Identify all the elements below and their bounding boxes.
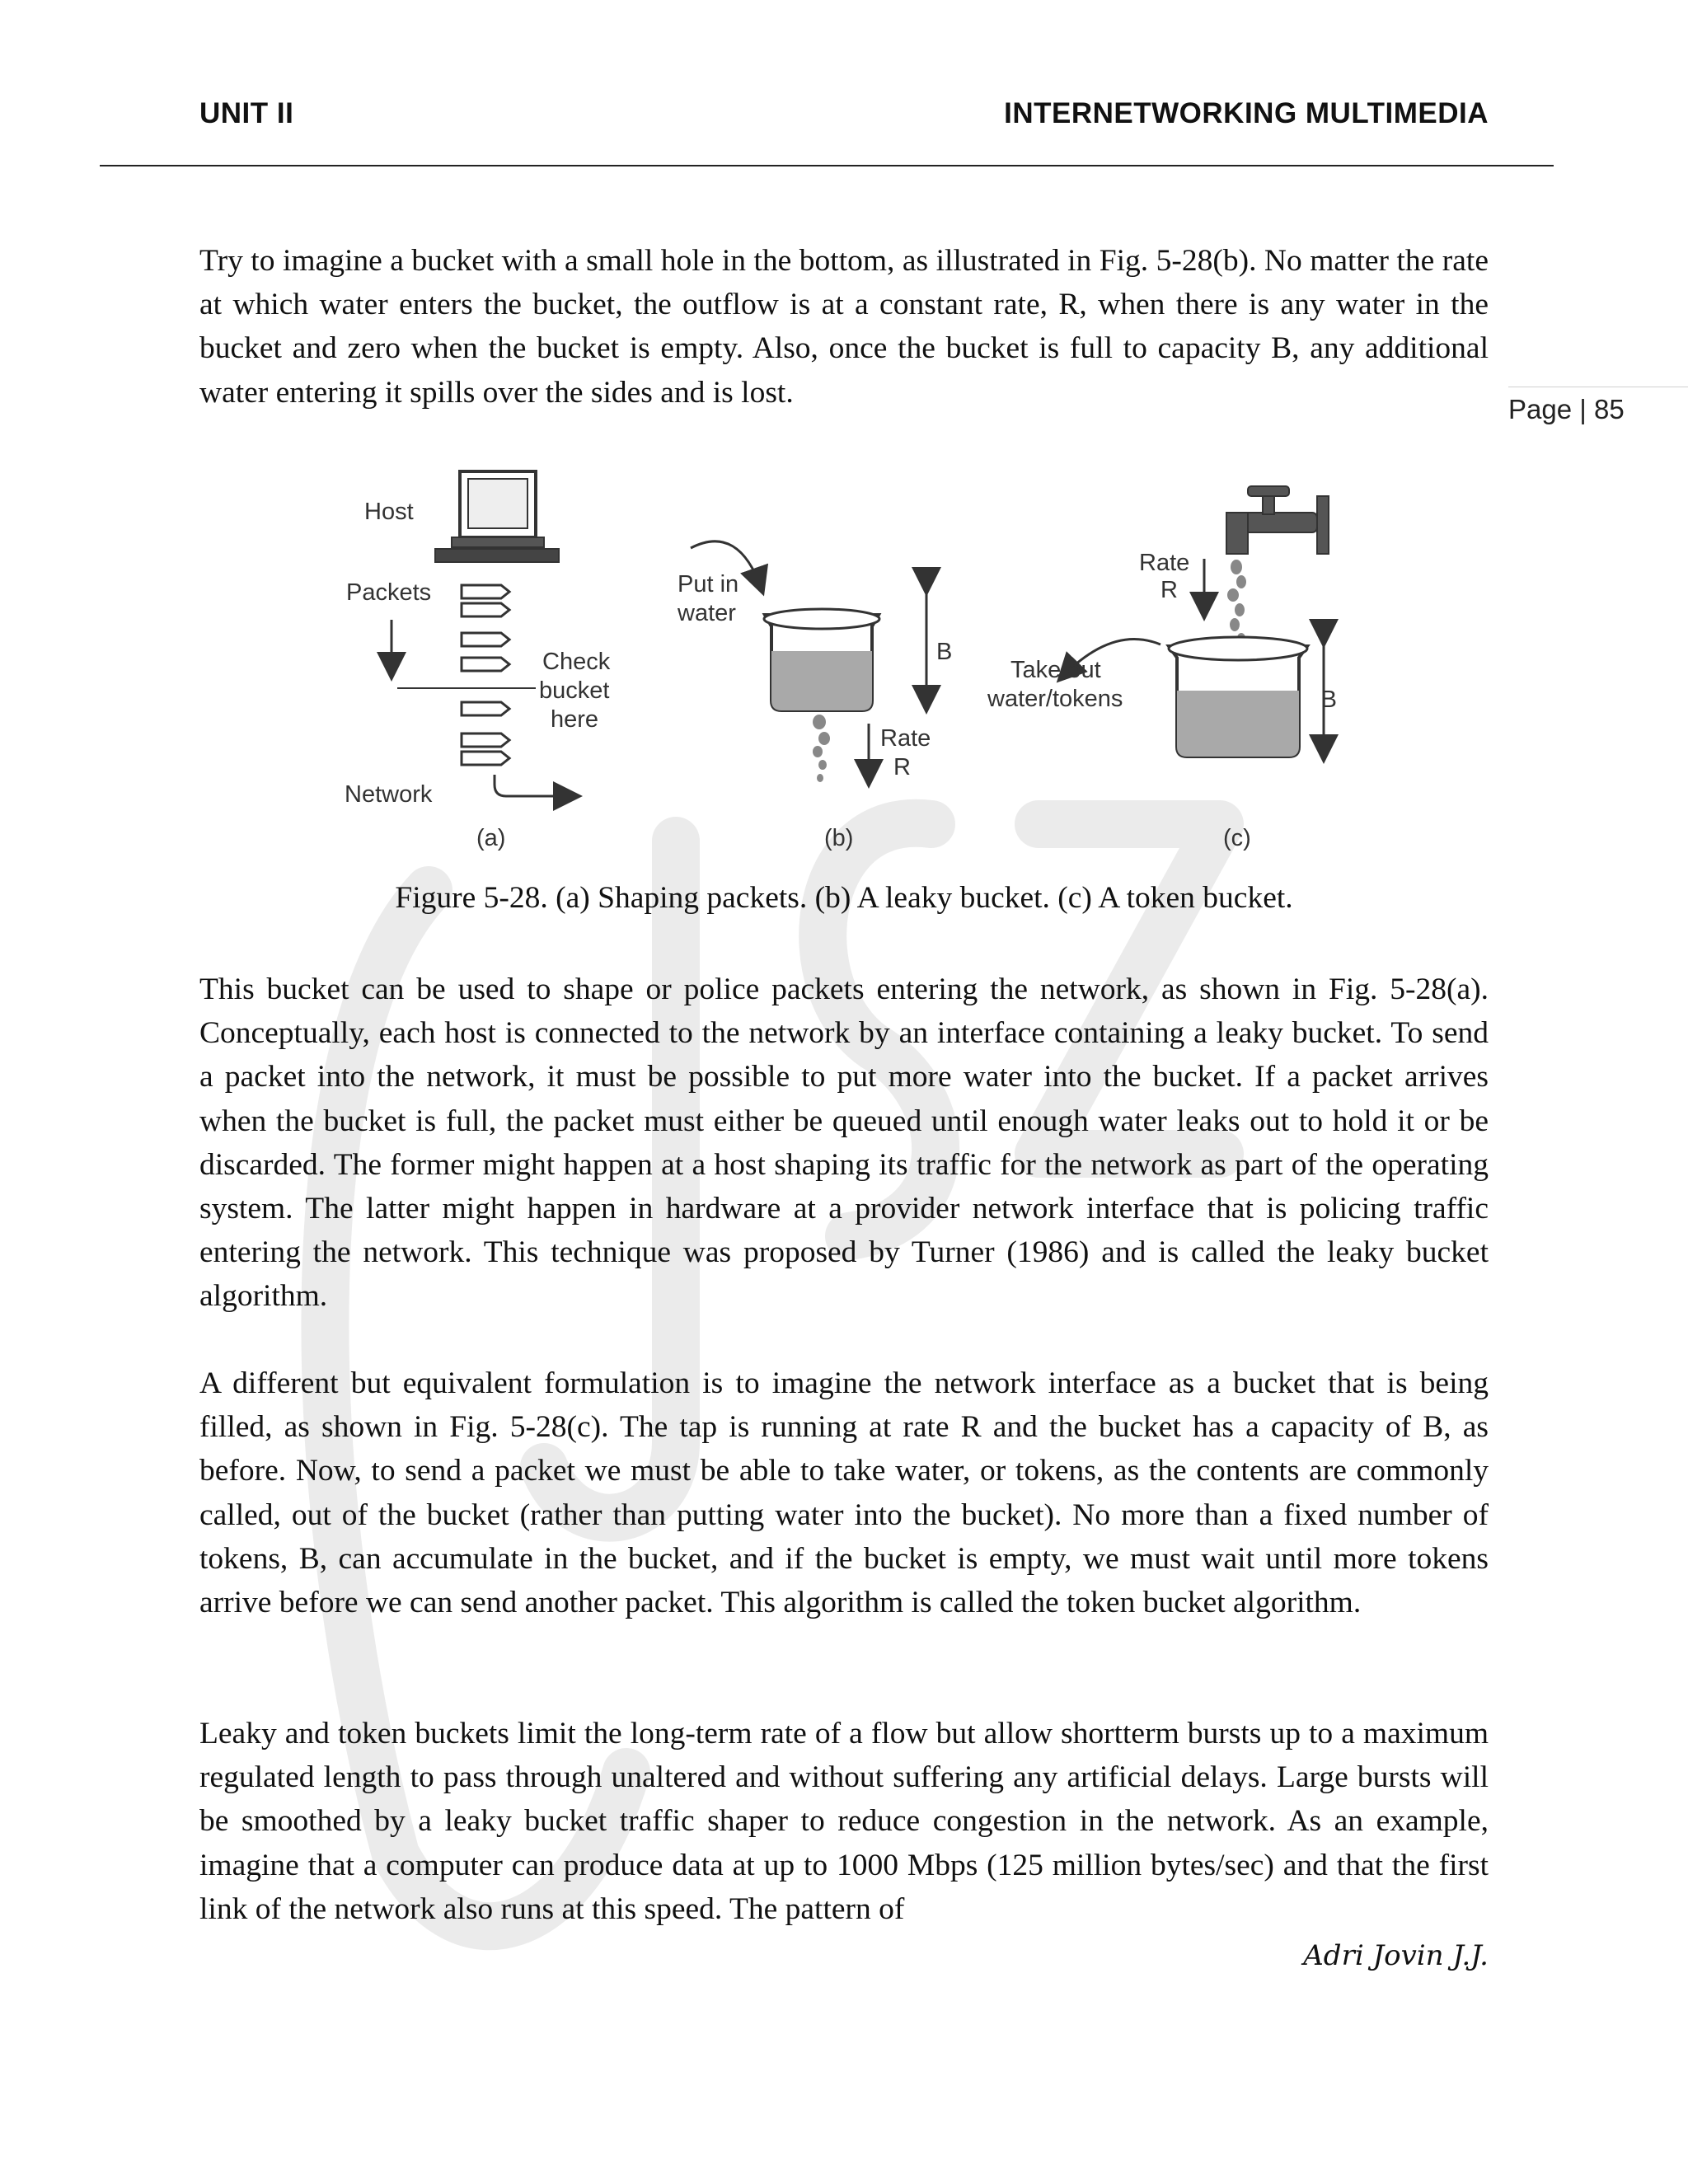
figure-panel-c	[987, 486, 1337, 851]
token-bucket-icon	[1169, 637, 1307, 757]
take-out-label: Take out	[1010, 657, 1101, 683]
put-in-label: Put in	[678, 571, 739, 598]
paragraph-2: This bucket can be used to shape or police packets entering the network, as shown in Fig. 5-28(a). Conceptually, each host is connected to the network by an interface containing a leaky bucket. To send a packet into the network, it must be possible to put more water into the bucket. If a packet arrives when the bucket is full, the packet must either be queued until enough water leaks out to hold it or be discarded. The former might happen at a host shaping its traffic for the network as part of the operating system. The latter might happen in hardware at a provider network interface that is policing traffic entering the network. This technique was proposed by Turner (1986) and is called the leaky bucket algorithm.	[199, 972, 1489, 1314]
water-label: water	[678, 600, 736, 626]
check-label-1: Check	[542, 649, 611, 675]
subject-heading: INTERNETWORKING MULTIMEDIA	[1004, 97, 1489, 129]
packet-icon	[462, 733, 509, 747]
rate-r-label-b: R	[893, 754, 911, 780]
packets-label: Packets	[346, 579, 432, 606]
panel-a-label: (a)	[476, 825, 506, 851]
tap-water-stream-icon	[1227, 560, 1246, 643]
host-label: Host	[364, 499, 414, 525]
page-number: Page | 85	[1508, 394, 1625, 424]
unit-heading: UNIT II	[199, 97, 294, 129]
paragraph-1: Try to imagine a bucket with a small hole in the bottom, as illustrated in Fig. 5-28(b). No matter the rate at which water enters the bucket, the outflow is at a constant rate, R, when there is any water in the bucket and zero when the bucket is empty. Also, once the bucket is full to capacity B, any additional water entering it spills over the sides and is lost.	[199, 244, 1489, 410]
paragraph-3: A different but equivalent formulation is to imagine the network interface as a bucket that is being filled, as shown in Fig. 5-28(c). The tap is running at rate R and the bucket has a capacity of B, as before. Now, to send a packet we must be able to take water, or tokens, as the contents are commonly called, out of the bucket (rather than putting water into the bucket). No more than a fixed number of tokens, B, can accumulate in the bucket, and if the bucket is empty, we must wait until more tokens arrive before we can send another packet. This algorithm is called the token bucket algorithm.	[199, 1366, 1489, 1620]
packet-icon	[462, 585, 509, 598]
rate-r-label-c: R	[1160, 577, 1178, 603]
packet-icon	[462, 603, 509, 616]
panel-b-label: (b)	[824, 825, 854, 851]
figure-caption: Figure 5-28. (a) Shaping packets. (b) A leaky bucket. (c) A token bucket.	[395, 881, 1293, 915]
packet-queue	[462, 585, 509, 765]
water-drip-icon	[813, 715, 830, 782]
tap-faucet-icon	[1226, 486, 1329, 554]
capacity-label-b: B	[936, 639, 953, 665]
author-signature: Adri Jovin J.J.	[1303, 1939, 1489, 1972]
packet-icon	[462, 633, 509, 646]
network-label: Network	[345, 781, 433, 808]
panel-c-label: (c)	[1223, 825, 1251, 851]
figure-panel-a	[345, 471, 611, 851]
capacity-label-c: B	[1320, 687, 1337, 713]
leaky-bucket-icon	[764, 609, 879, 710]
rate-label-b: Rate	[880, 725, 931, 752]
packet-icon	[462, 658, 509, 671]
packet-icon	[462, 702, 509, 715]
figure-5-28	[345, 462, 1343, 864]
host-computer-icon	[435, 471, 559, 562]
paragraph-4: Leaky and token buckets limit the long-term rate of a flow but allow shortterm bursts up to a maximum regulated length to pass through unaltered and without suffering any artificial delays. Large bursts will be smoothed by a leaky bucket traffic shaper to reduce congestion in the network. As an example, imagine that a computer can produce data at up to 1000 Mbps (125 million bytes/sec) and that the first link of the network also runs at this speed. The pattern of	[199, 1717, 1489, 1926]
packet-icon	[462, 752, 509, 765]
figure-panel-b	[677, 541, 952, 851]
header-divider	[100, 165, 1554, 166]
rate-label-c: Rate	[1139, 550, 1190, 576]
network-arrow	[495, 775, 575, 796]
check-label-3: here	[551, 706, 599, 733]
water-tokens-label: water/tokens	[987, 686, 1123, 712]
check-label-2: bucket	[539, 677, 610, 704]
